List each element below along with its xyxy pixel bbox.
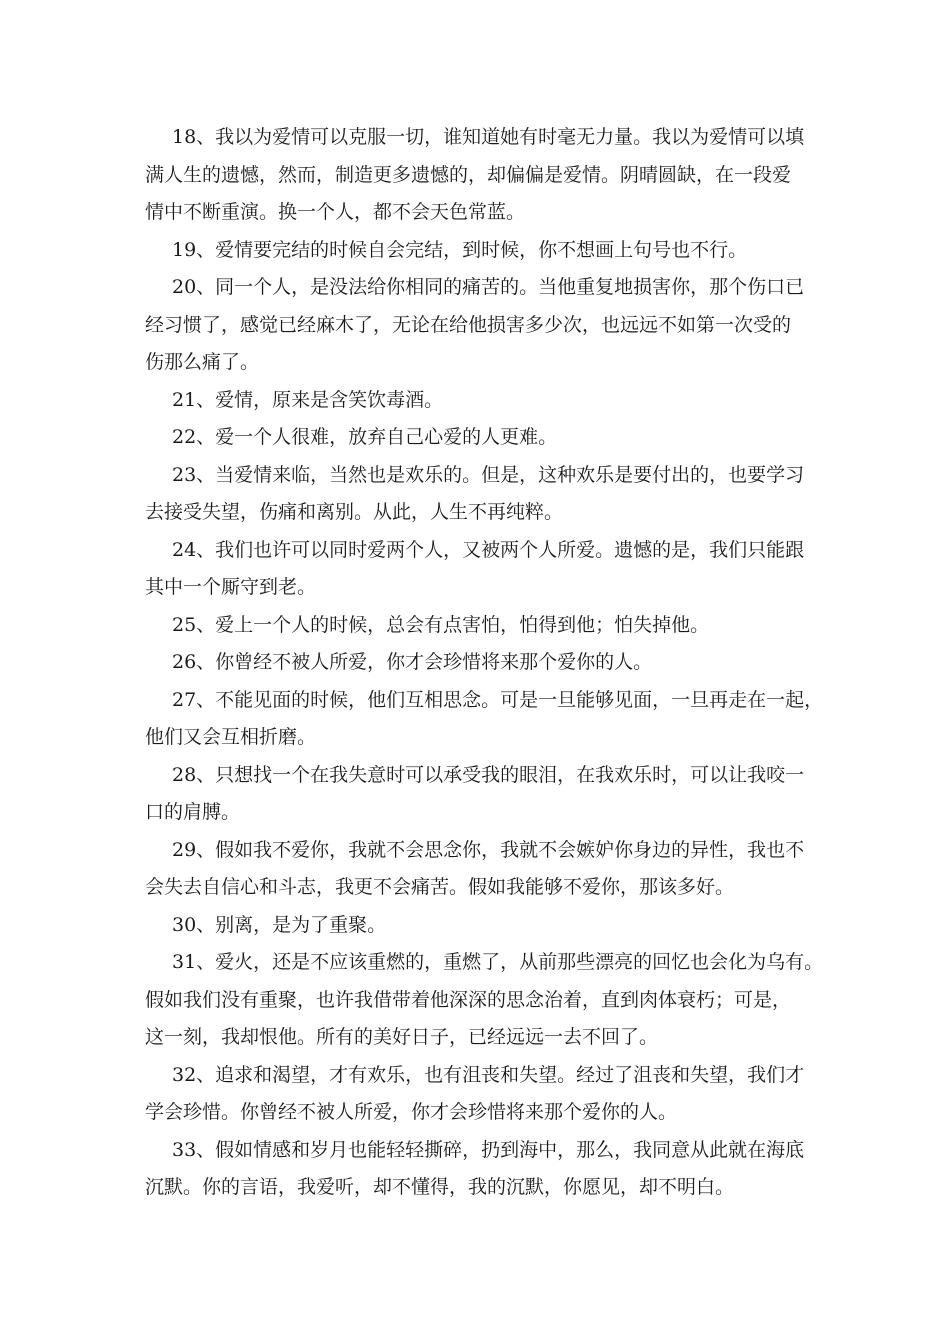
paragraph-line: 23、当爱情来临，当然也是欢乐的。但是，这种欢乐是要付出的，也要学习 (172, 463, 805, 486)
quote-paragraph-31 (145, 944, 825, 1057)
quote-paragraph-22 (145, 419, 825, 457)
quote-paragraph-24 (145, 532, 825, 607)
paragraph-line: 32、追求和渴望，才有欢乐，也有沮丧和失望。经过了沮丧和失望，我们才 (172, 1063, 805, 1086)
paragraph-line: 31、爱火，还是不应该重燃的，重燃了，从前那些漂亮的回忆也会化为乌有。 (172, 951, 824, 973)
paragraph-line: 19、爱情要完结的时候自会完结，到时候，你不想画上句号也不行。 (172, 238, 748, 261)
quote-paragraph-21 (145, 382, 825, 420)
paragraph-line: 20、同一个人，是没法给你相同的痛苦的。当他重复地损害你，那个伤口已 (172, 276, 805, 298)
paragraph-line: 26、你曾经不被人所爱，你才会珍惜将来那个爱你的人。 (172, 651, 653, 673)
paragraph-line: 沉默。你的言语，我爱听，却不懂得，我的沉默，你愿见，却不明白。 (145, 1176, 735, 1198)
quote-paragraph-20 (145, 269, 825, 382)
quote-paragraph-25 (145, 607, 825, 645)
quote-paragraph-27 (145, 682, 825, 757)
paragraph-line: 29、假如我不爱你，我就不会思念你，我就不会嫉妒你身边的异性，我也不 (172, 838, 805, 861)
quote-paragraph-18 (145, 119, 825, 232)
paragraph-line: 其中一个厮守到老。 (145, 576, 317, 598)
paragraph-line: 伤那么痛了。 (145, 351, 260, 373)
paragraph-line: 30、别离，是为了重聚。 (172, 913, 387, 936)
quote-paragraph-33 (145, 1132, 825, 1207)
paragraph-line: 口的肩膊。 (145, 801, 241, 823)
paragraph-line: 满人生的遗憾，然而，制造更多遗憾的，却偏偏是爱情。阴晴圆缺，在一段爱 (145, 163, 792, 186)
paragraph-line: 27、不能见面的时候，他们互相思念。可是一旦能够见面，一旦再走在一起， (172, 688, 824, 711)
paragraph-line: 33、假如情感和岁月也能轻轻撕碎，扔到海中，那么，我同意从此就在海底 (172, 1138, 805, 1161)
quote-paragraph-30 (145, 907, 825, 945)
paragraph-line: 25、爱上一个人的时候，总会有点害怕，怕得到他；怕失掉他。 (172, 613, 710, 636)
paragraph-line: 去接受失望，伤痛和离别。从此，人生不再纯粹。 (145, 501, 564, 523)
paragraph-line: 24、我们也许可以同时爱两个人，又被两个人所爱。遗憾的是，我们只能跟 (172, 538, 805, 561)
paragraph-line: 假如我们没有重聚，也许我借带着他深深的思念治着，直到肉体衰朽；可是， (145, 988, 792, 1011)
paragraph-line: 他们又会互相折磨。 (145, 726, 317, 748)
paragraph-line: 18、我以为爱情可以克服一切，谁知道她有时毫无力量。我以为爱情可以填 (172, 126, 805, 148)
document-body (145, 119, 825, 1207)
quote-paragraph-28 (145, 757, 825, 832)
quote-paragraph-19 (145, 232, 825, 270)
quote-paragraph-23 (145, 457, 825, 532)
paragraph-line: 这一刻，我却恨他。所有的美好日子，已经远远一去不回了。 (145, 1026, 659, 1048)
quote-paragraph-32 (145, 1057, 825, 1132)
paragraph-line: 情中不断重演。换一个人，都不会天色常蓝。 (145, 201, 526, 223)
quote-paragraph-29 (145, 832, 825, 907)
paragraph-line: 经习惯了，感觉已经麻木了，无论在给他损害多少次，也远远不如第一次受的 (145, 313, 792, 336)
paragraph-line: 学会珍惜。你曾经不被人所爱，你才会珍惜将来那个爱你的人。 (145, 1101, 678, 1123)
paragraph-line: 21、爱情，原来是含笑饮毒酒。 (172, 388, 444, 411)
paragraph-line: 28、只想找一个在我失意时可以承受我的眼泪，在我欢乐时，可以让我咬一 (172, 763, 805, 786)
paragraph-line: 会失去自信心和斗志，我更不会痛苦。假如我能够不爱你，那该多好。 (145, 876, 735, 898)
quote-paragraph-26 (145, 644, 825, 682)
paragraph-line: 22、爱一个人很难，放弃自己心爱的人更难。 (172, 426, 558, 448)
